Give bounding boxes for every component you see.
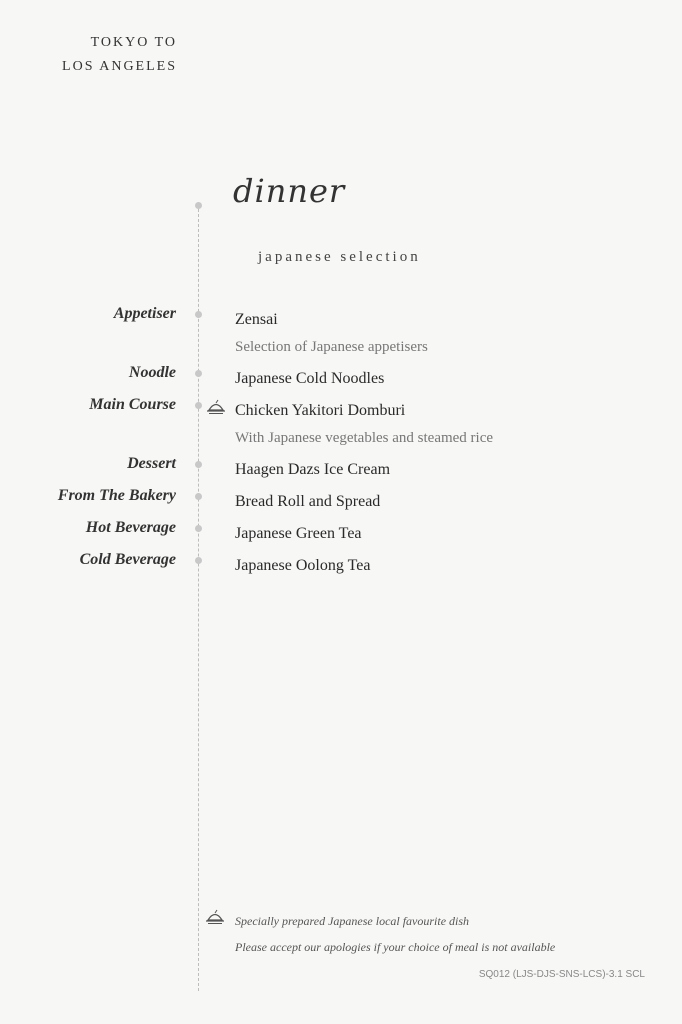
timeline-dot	[195, 370, 202, 377]
course-label-noodle: Noodle	[128, 364, 176, 381]
dish-noodle: Japanese Cold Noodles	[235, 370, 385, 387]
timeline-dot	[195, 557, 202, 564]
meal-subtitle: japanese selection	[258, 249, 421, 265]
cloche-icon	[206, 399, 226, 415]
course-label-main: Main Course	[89, 396, 176, 413]
timeline-dot	[195, 525, 202, 532]
timeline-dot	[195, 461, 202, 468]
timeline-dot	[195, 402, 202, 409]
dish-bakery: Bread Roll and Spread	[235, 493, 381, 510]
dish-main: Chicken Yakitori Domburi	[235, 402, 406, 419]
timeline-line	[198, 204, 199, 991]
legend-text: Specially prepared Japanese local favourite dish	[235, 914, 470, 928]
course-label-dessert: Dessert	[127, 455, 176, 472]
dish-appetiser: Zensai	[235, 311, 278, 328]
course-label-hot-beverage: Hot Beverage	[85, 519, 176, 536]
cloche-icon	[205, 909, 225, 925]
course-label-cold-beverage: Cold Beverage	[79, 551, 176, 568]
dish-cold-beverage: Japanese Oolong Tea	[235, 557, 371, 574]
dish-description-appetiser: Selection of Japanese appetisers	[235, 339, 428, 355]
dish-description-main: With Japanese vegetables and steamed rice	[235, 430, 494, 446]
menu-code: SQ012 (LJS-DJS-SNS-LCS)-3.1 SCL	[478, 969, 645, 980]
timeline-dot	[195, 311, 202, 318]
dish-dessert: Haagen Dazs Ice Cream	[235, 461, 391, 478]
meal-title: dinner	[233, 172, 346, 210]
timeline-dot	[195, 493, 202, 500]
apology-note: Please accept our apologies if your choice of meal is not available	[235, 940, 556, 954]
dish-hot-beverage: Japanese Green Tea	[235, 525, 362, 542]
course-label-bakery: From The Bakery	[57, 487, 176, 504]
route-destination: LOS ANGELES	[62, 59, 177, 74]
route-origin: TOKYO TO	[90, 35, 177, 50]
course-label-appetiser: Appetiser	[113, 305, 176, 322]
timeline-dot	[195, 202, 202, 209]
